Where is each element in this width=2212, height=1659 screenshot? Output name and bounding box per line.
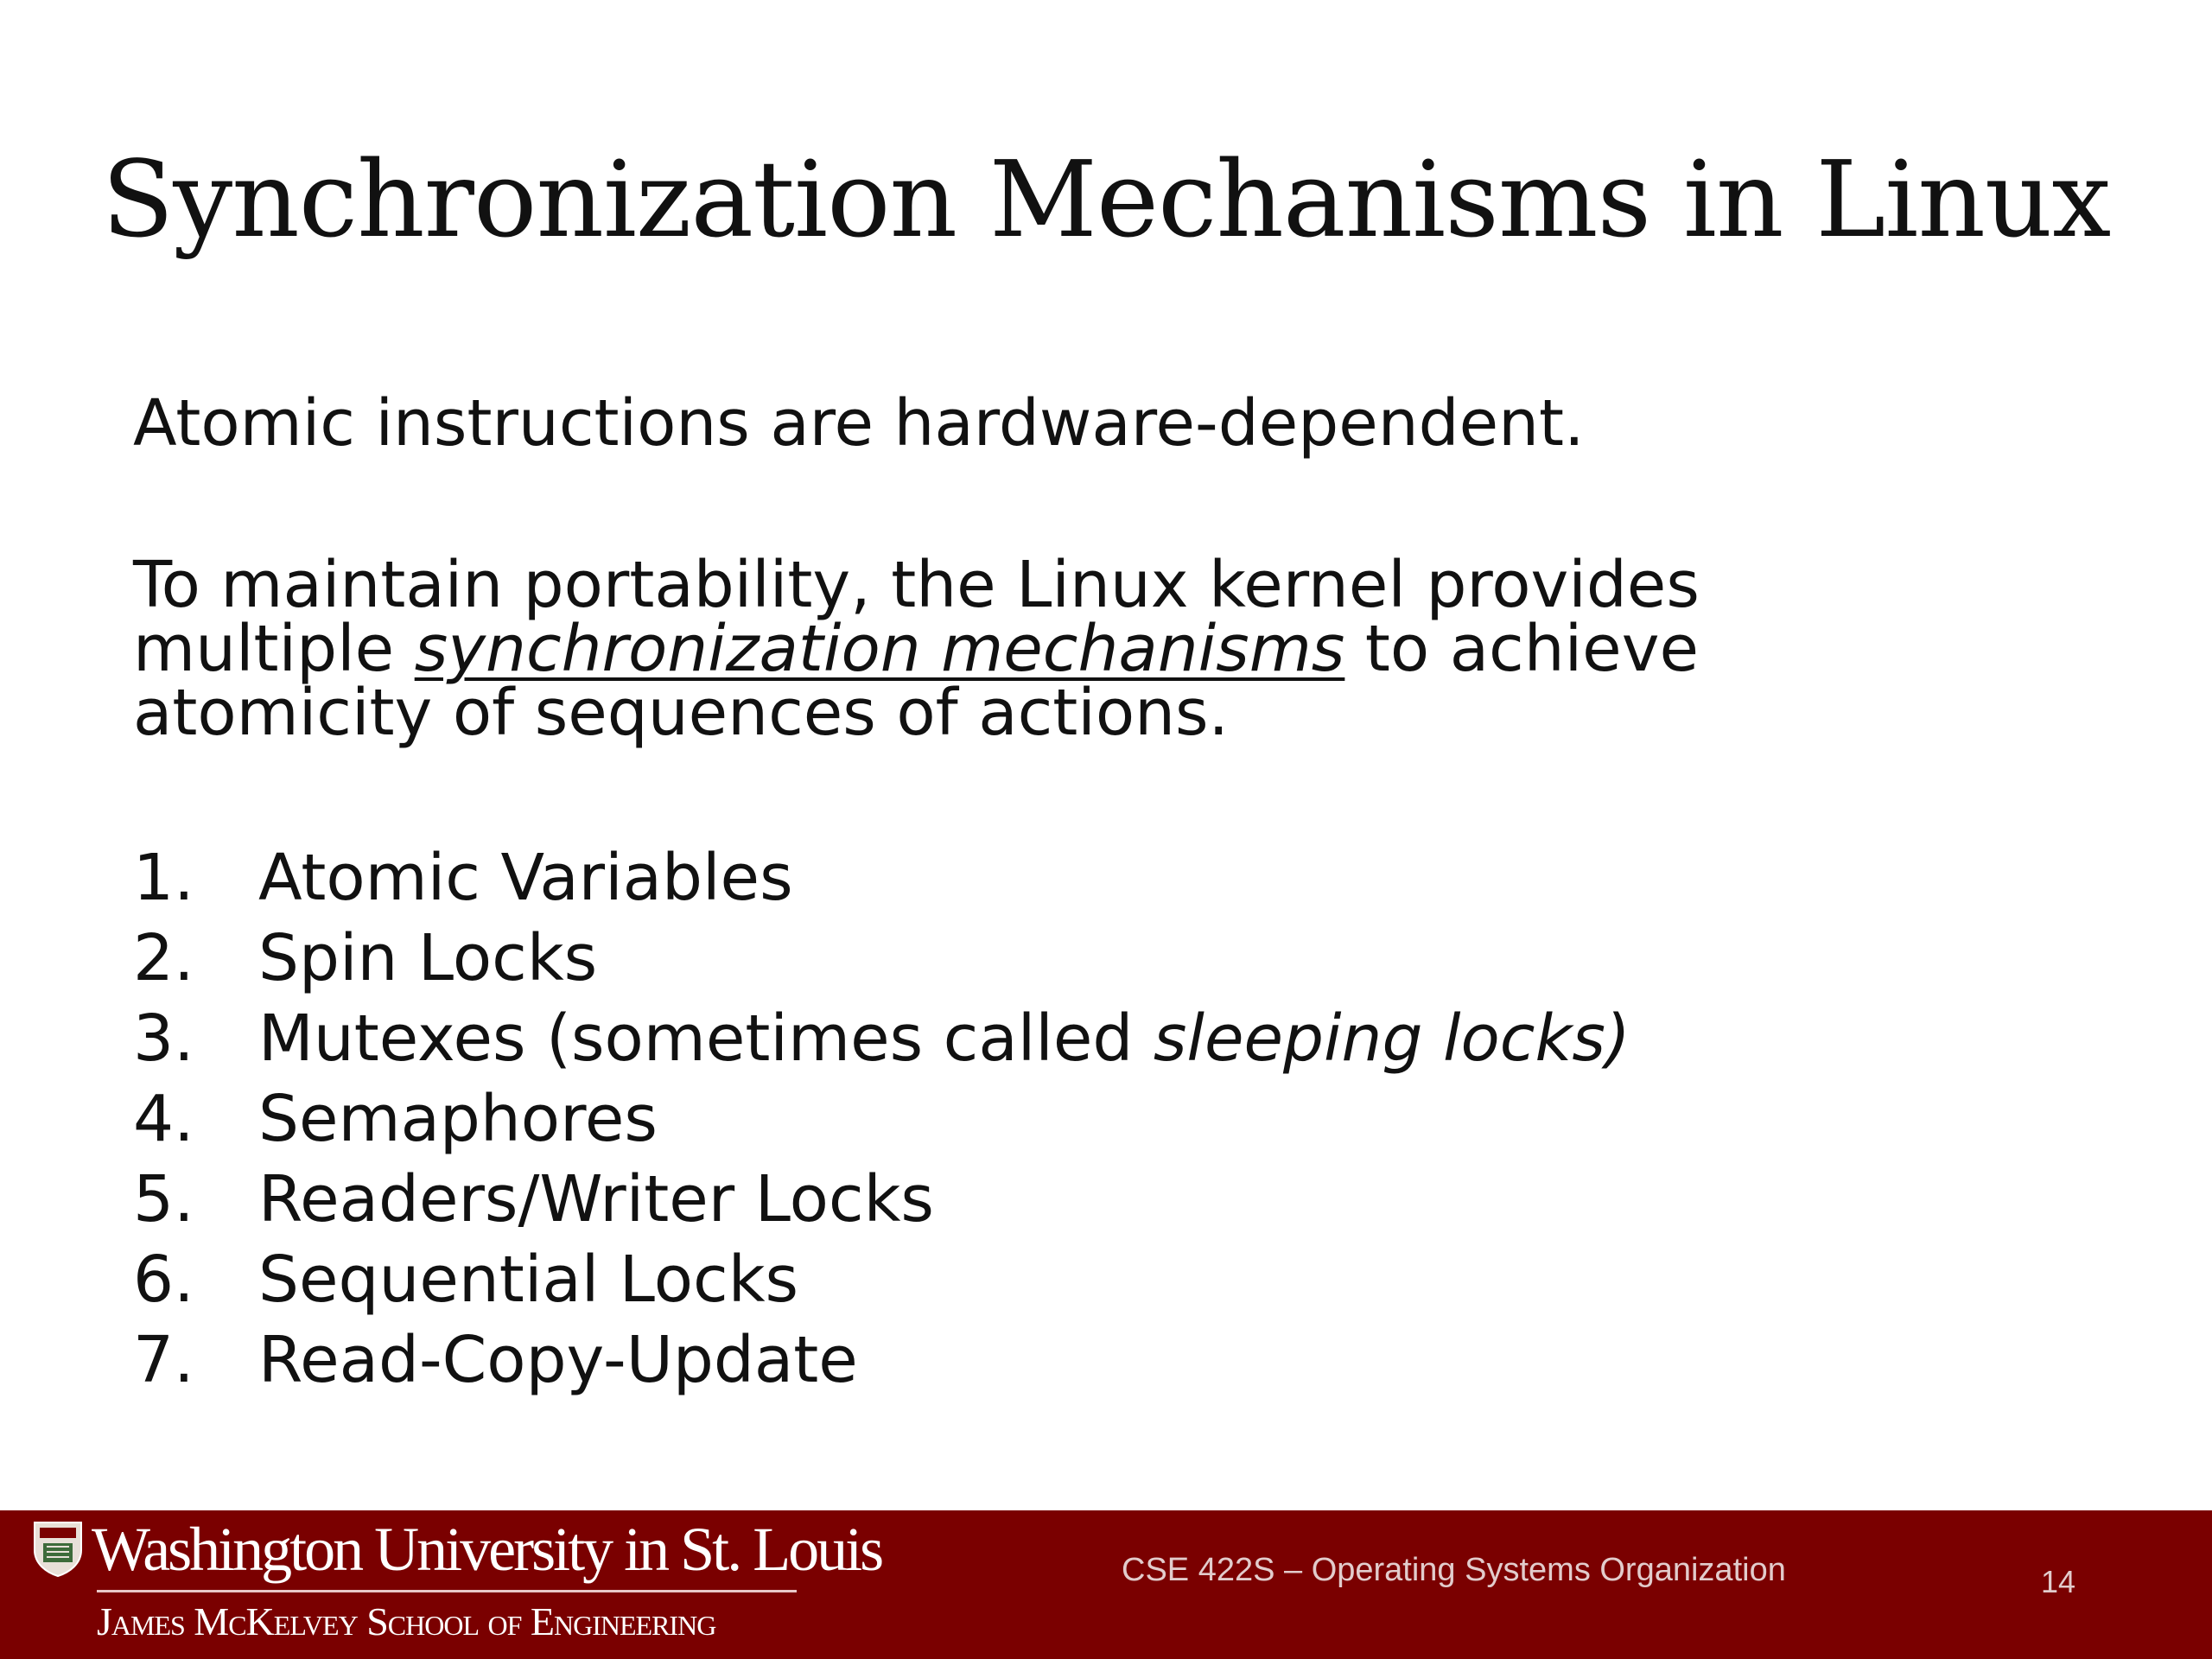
list-text: Atomic Variables [258,841,793,915]
university-shield-icon [33,1521,83,1578]
course-label: CSE 422S – Operating Systems Organization [1122,1552,1786,1588]
mechanism-list [133,838,1630,1401]
list-item [133,918,1630,999]
line2-after: to achieve [1344,612,1700,686]
list-text: Mutexes (sometimes called [258,1001,1154,1076]
line2-before: multiple [133,612,415,686]
list-text: Readers/Writer Locks [258,1162,934,1236]
list-number: 2. [133,921,194,995]
footer-divider [97,1590,797,1592]
list-item [133,1320,1630,1401]
list-number: 1. [133,841,194,915]
list-text: Spin Locks [258,921,598,995]
paragraph-line-2 [133,612,1700,686]
emphasized-term: synchronization mechanisms [414,612,1345,686]
school-name: James McKelvey School of Engineering [97,1599,716,1643]
list-number: 7. [133,1323,194,1397]
list-text: Sequential Locks [258,1243,799,1317]
intro-paragraph: Atomic instructions are hardware-dependent. [133,386,1585,461]
list-item [133,1079,1630,1160]
list-emphasis: sleeping locks) [1153,1001,1630,1076]
list-item [133,999,1630,1079]
list-text: Semaphores [258,1082,658,1156]
portability-paragraph [133,548,1700,750]
university-name: Washington University in St. Louis [92,1515,882,1584]
list-item [133,838,1630,918]
list-text: Read-Copy-Update [258,1323,858,1397]
list-number: 6. [133,1243,194,1317]
list-item [133,1240,1630,1320]
paragraph-line-3: atomicity of sequences of actions. [133,676,1230,750]
list-item [133,1160,1630,1240]
list-number: 3. [133,1001,194,1076]
list-number: 5. [133,1162,194,1236]
slide-title: Synchronization Mechanisms in Linux [101,138,2111,261]
page-number: 14 [2041,1564,2076,1599]
list-number: 4. [133,1082,194,1156]
paragraph-line-1: To maintain portability, the Linux kernel provides [133,548,1700,622]
